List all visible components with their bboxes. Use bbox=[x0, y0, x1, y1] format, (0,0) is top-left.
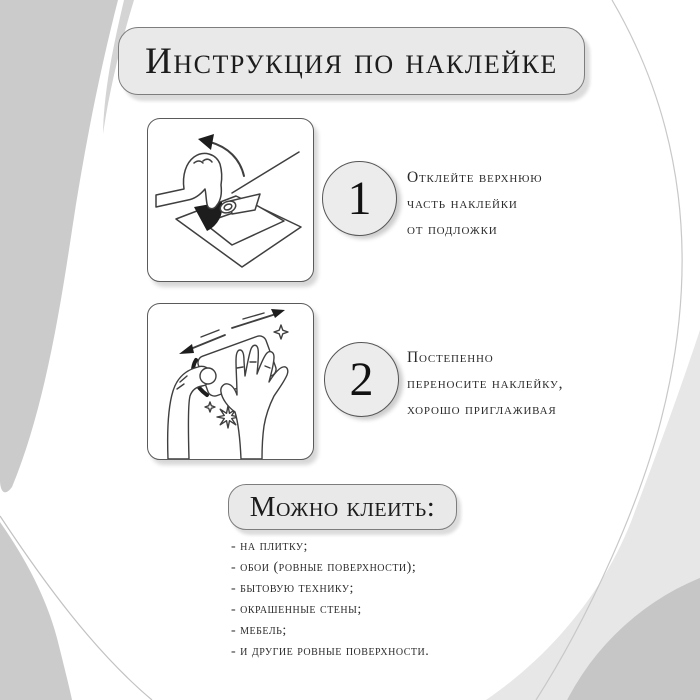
arrow-left-head bbox=[179, 344, 194, 354]
surfaces-heading: Можно клеить: bbox=[249, 490, 436, 523]
step1-line2: часть наклейки bbox=[407, 195, 518, 212]
step1-line3: от подложки bbox=[407, 221, 498, 238]
arrow-left-short bbox=[201, 330, 219, 337]
list-item: - и другие ровные поверхности. bbox=[231, 644, 430, 659]
apply-sticker-illustration bbox=[148, 304, 313, 459]
list-item: - обои (ровные поверхности); bbox=[231, 560, 417, 575]
step1-line1: Отклейте верхнюю bbox=[407, 169, 543, 186]
page-title: Инструкция по наклейке bbox=[145, 40, 558, 82]
list-item: - мебель; bbox=[231, 623, 287, 638]
peel-sticker-illustration bbox=[148, 119, 313, 281]
list-item: - окрашенные стены; bbox=[231, 602, 362, 617]
step2-number-badge bbox=[324, 342, 399, 417]
swoosh-bottom-left-wedge bbox=[0, 522, 72, 700]
title-panel bbox=[118, 27, 585, 95]
step1-number: 1 bbox=[347, 171, 372, 225]
sparkle-icon bbox=[205, 402, 215, 412]
list-item: - бытовую технику; bbox=[231, 581, 354, 596]
surfaces-heading-panel bbox=[228, 484, 457, 530]
peel-arrow-head bbox=[198, 134, 214, 150]
arrow-right-head bbox=[271, 309, 285, 318]
sparkle-icon bbox=[274, 325, 288, 339]
left-thumb-tip bbox=[200, 368, 216, 384]
swoosh-top-left-blob bbox=[0, 0, 118, 492]
step2-description bbox=[407, 345, 563, 423]
surfaces-list bbox=[231, 536, 429, 662]
step2-number: 2 bbox=[349, 352, 374, 406]
step1-number-badge bbox=[322, 161, 397, 236]
step2-line2: переносите наклейку, bbox=[407, 375, 564, 392]
finger-crease bbox=[237, 367, 243, 368]
list-item: - на плитку; bbox=[231, 539, 308, 554]
arrow-left-main bbox=[188, 335, 225, 350]
step1-description bbox=[407, 165, 542, 243]
step2-line3: хорошо приглаживая bbox=[407, 401, 557, 418]
step1-illustration-frame bbox=[147, 118, 314, 282]
step2-line1: Постепенно bbox=[407, 349, 494, 366]
step2-illustration-frame bbox=[147, 303, 314, 460]
